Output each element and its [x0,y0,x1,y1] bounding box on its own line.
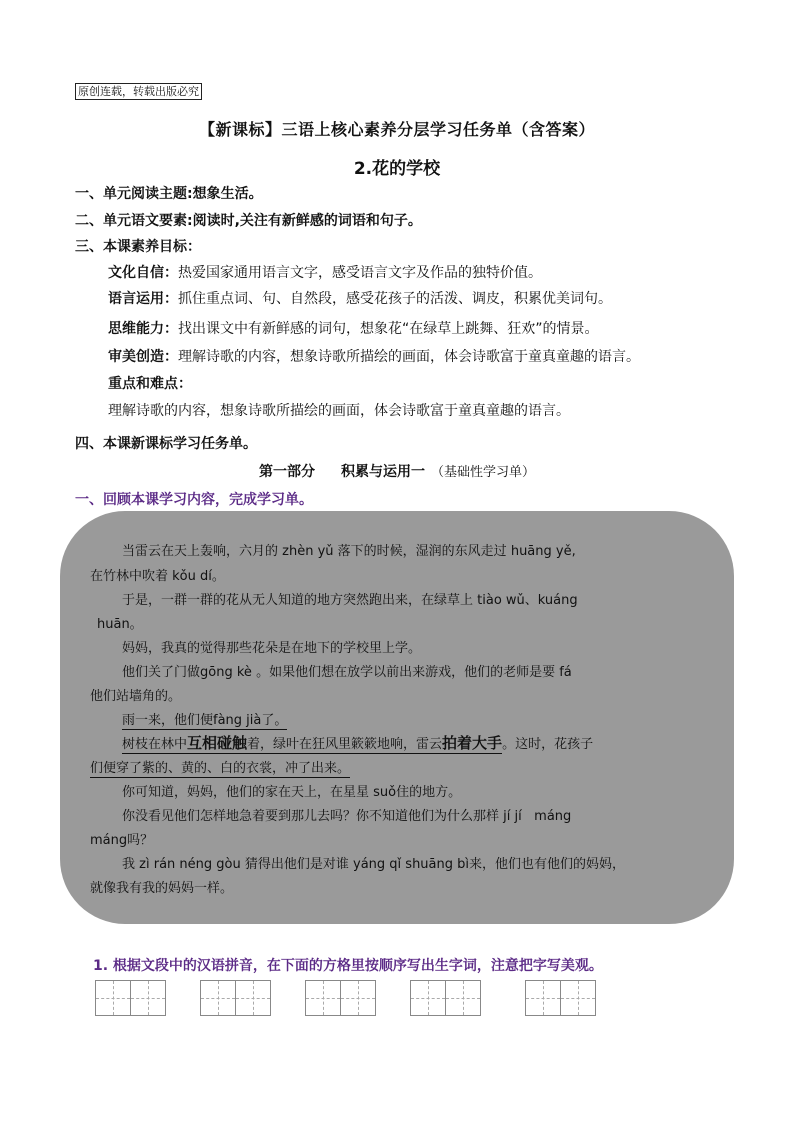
writing-cell[interactable] [130,980,166,1016]
passage-line-14: 我 zì rán néng gòu 猜得出他们是对谁 yáng qǐ shuāng bì来，他们也有他们的妈妈， [122,857,626,872]
copyright-notice: 原创连载，转载出版必究 [75,83,202,100]
passage-line-12: 你没看见他们怎样地急着要到那儿去吗？你不知道他们为什么那样 jí jí máng [122,809,572,824]
writing-grid-3[interactable] [305,980,375,1016]
passage-box [60,511,734,924]
passage-line-1: 当雷云在天上轰响，六月的 zhèn yǔ 落下的时候，湿润的东风走过 huāng yě, [122,544,576,559]
section-4: 四、本课新课标学习任务单。 [75,436,257,452]
writing-grid-4[interactable] [410,980,480,1016]
section-1: 一、单元阅读主题:想象生活。 [75,186,263,202]
passage-line-10: 们便穿了紫的、黄的、白的衣裳，冲了出来。 [90,761,351,776]
goal-culture: 文化自信：热爱国家通用语言文字，感受语言文字及作品的独特价值。 [108,265,542,281]
goal-aesthetic: 审美创造：理解诗歌的内容，想象诗歌所描绘的画面，体会诗歌富于童真童趣的语言。 [108,349,640,365]
writing-cell[interactable] [410,980,446,1016]
passage-line-7: 他们站墙角的。 [90,689,182,704]
passage-line-3: 于是，一群一群的花从无人知道的地方突然跑出来，在绿草上 tiào wǔ、kuáng [122,593,578,608]
goal-thinking: 思维能力：找出课文中有新鲜感的词句，想象花“在绿草上跳舞、狂欢”的情景。 [108,321,599,337]
passage-line-9: 树枝在林中互相碰触着，绿叶在狂风里簌簌地响，雷云拍着大手。这时，花孩子 [122,734,594,752]
writing-cell[interactable] [200,980,236,1016]
writing-cell[interactable] [560,980,596,1016]
passage-line-13: máng吗？ [90,833,154,848]
passage-line-8: 雨一来，他们便fàng jià了。 [122,713,288,728]
writing-cell[interactable] [445,980,481,1016]
passage-line-5: 妈妈，我真的觉得那些花朵是在地下的学校里上学。 [122,641,422,656]
document-title: 【新课标】三语上核心素养分层学习任务单（含答案） [198,120,595,139]
writing-cell[interactable] [340,980,376,1016]
passage-line-6: 他们关了门做gōng kè 。如果他们想在放学以前出来游戏，他们的老师是要 fá [122,665,572,680]
subsection-1: 一、回顾本课学习内容，完成学习单。 [75,492,313,508]
writing-cell[interactable] [235,980,271,1016]
writing-grid-1[interactable] [95,980,165,1016]
passage-line-11: 你可知道，妈妈，他们的家在天上，在星星 suǒ住的地方。 [122,785,462,800]
writing-cell[interactable] [525,980,561,1016]
writing-cell[interactable] [95,980,131,1016]
focus-label: 重点和难点： [108,376,192,392]
passage-line-2: 在竹林中吹着 kǒu dí。 [90,569,225,584]
section-2: 二、单元语文要素:阅读时,关注有新鲜感的词语和句子。 [75,213,422,229]
lesson-title: 2.花的学校 [353,159,441,179]
passage-line-15: 就像我有我的妈妈一样。 [90,881,234,896]
goal-language: 语言运用：抓住重点词、句、自然段，感受花孩子的活泼、调皮，积累优美词句。 [108,291,612,307]
writing-cell[interactable] [305,980,341,1016]
section-3: 三、本课素养目标： [75,239,201,255]
passage-line-4: huān。 [97,617,143,632]
part-heading: 第一部分 积累与运用一 （基础性学习单） [258,464,535,480]
writing-grid-2[interactable] [200,980,270,1016]
question-1: 1. 根据文段中的汉语拼音，在下面的方格里按顺序写出生字词，注意把字写美观。 [93,958,603,974]
writing-grid-5[interactable] [525,980,595,1016]
focus-text: 理解诗歌的内容，想象诗歌所描绘的画面，体会诗歌富于童真童趣的语言。 [108,403,570,419]
